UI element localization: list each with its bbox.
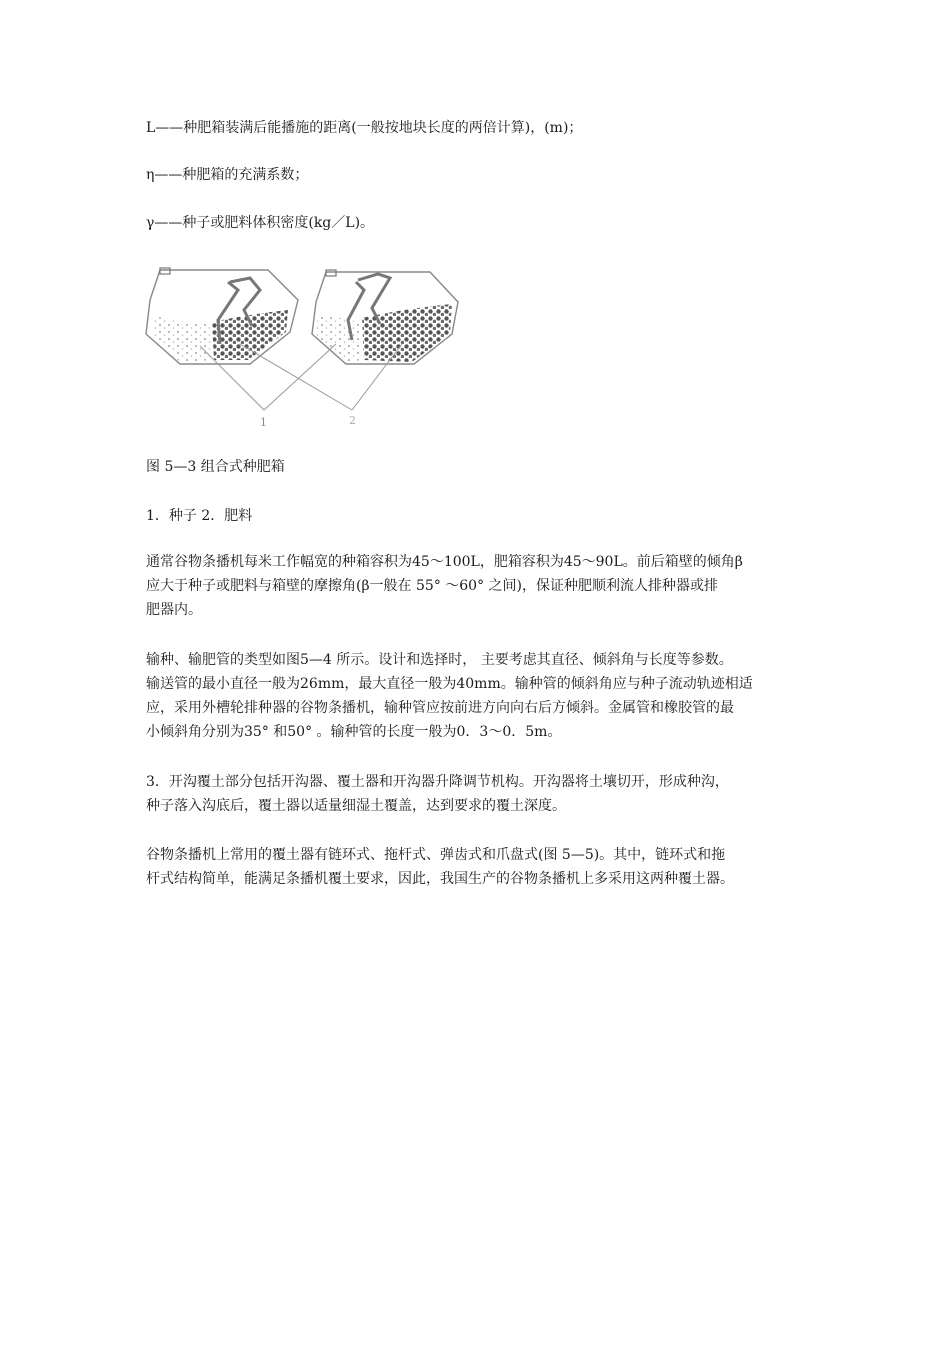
- paragraph-line: 通常谷物条播机每米工作幅宽的种箱容积为45～100L，肥箱容积为45～90L。前后箱壁的倾角β: [146, 554, 743, 570]
- figure-label-1: 1: [260, 416, 267, 429]
- paragraph-line: 应大于种子或肥料与箱壁的摩擦角(β一般在 55° ～60° 之间)，保证种肥顺利流人排种器或排: [146, 578, 718, 594]
- figure-legend: 1．种子 2．肥料: [146, 508, 253, 524]
- left-box: [146, 268, 298, 364]
- paragraph-furrow-covering: [146, 770, 810, 818]
- definition-L: L——种肥箱装满后能播施的距离(一般按地块长度的两倍计算)，(m)；: [146, 120, 583, 136]
- paragraph-line: 谷物条播机上常用的覆土器有链环式、拖杆式、弹齿式和爪盘式(图 5—5)。其中，链环式和拖: [146, 847, 726, 863]
- combined-seed-fertilizer-box-figure: [140, 260, 470, 430]
- paragraph-line: 输送管的最小直径一般为26mm，最大直径一般为40mm。输种管的倾斜角应与种子流动轨迹相适: [146, 676, 753, 692]
- paragraph-line: 应，采用外槽轮排种器的谷物条播机，输种管应按前进方向向右后方倾斜。金属管和橡胶管的最: [146, 700, 734, 716]
- figure-caption: 图 5—3 组合式种肥箱: [146, 459, 285, 475]
- definition-gamma: γ——种子或肥料体积密度(kg／L)。: [146, 215, 375, 231]
- paragraph-coverer-types: [146, 843, 810, 891]
- paragraph-line: 种子落入沟底后，覆土器以适量细湿土覆盖，达到要求的覆土深度。: [146, 798, 566, 814]
- right-box: [312, 270, 458, 364]
- paragraph-line: 3．开沟覆土部分包括开沟器、覆土器和开沟器升降调节机构。开沟器将土壤切开，形成种沟，: [146, 774, 729, 790]
- definition-eta: η——种肥箱的充满系数；: [146, 167, 309, 183]
- paragraph-box-volume: [146, 550, 810, 622]
- paragraph-line: 肥器内。: [146, 602, 202, 618]
- paragraph-line: 输种、输肥管的类型如图5—4 所示。设计和选择时， 主要考虑其直径、倾斜角与长度等参数。: [146, 652, 733, 668]
- paragraph-delivery-tube: [146, 648, 810, 744]
- paragraph-line: 小倾斜角分别为35° 和50° 。输种管的长度一般为0．3～0．5m。: [146, 724, 562, 740]
- figure-label-2: 2: [349, 414, 356, 427]
- figure-drawing: [140, 260, 470, 430]
- paragraph-line: 杆式结构简单，能满足条播机覆土要求，因此，我国生产的谷物条播机上多采用这两种覆土器。: [146, 871, 734, 887]
